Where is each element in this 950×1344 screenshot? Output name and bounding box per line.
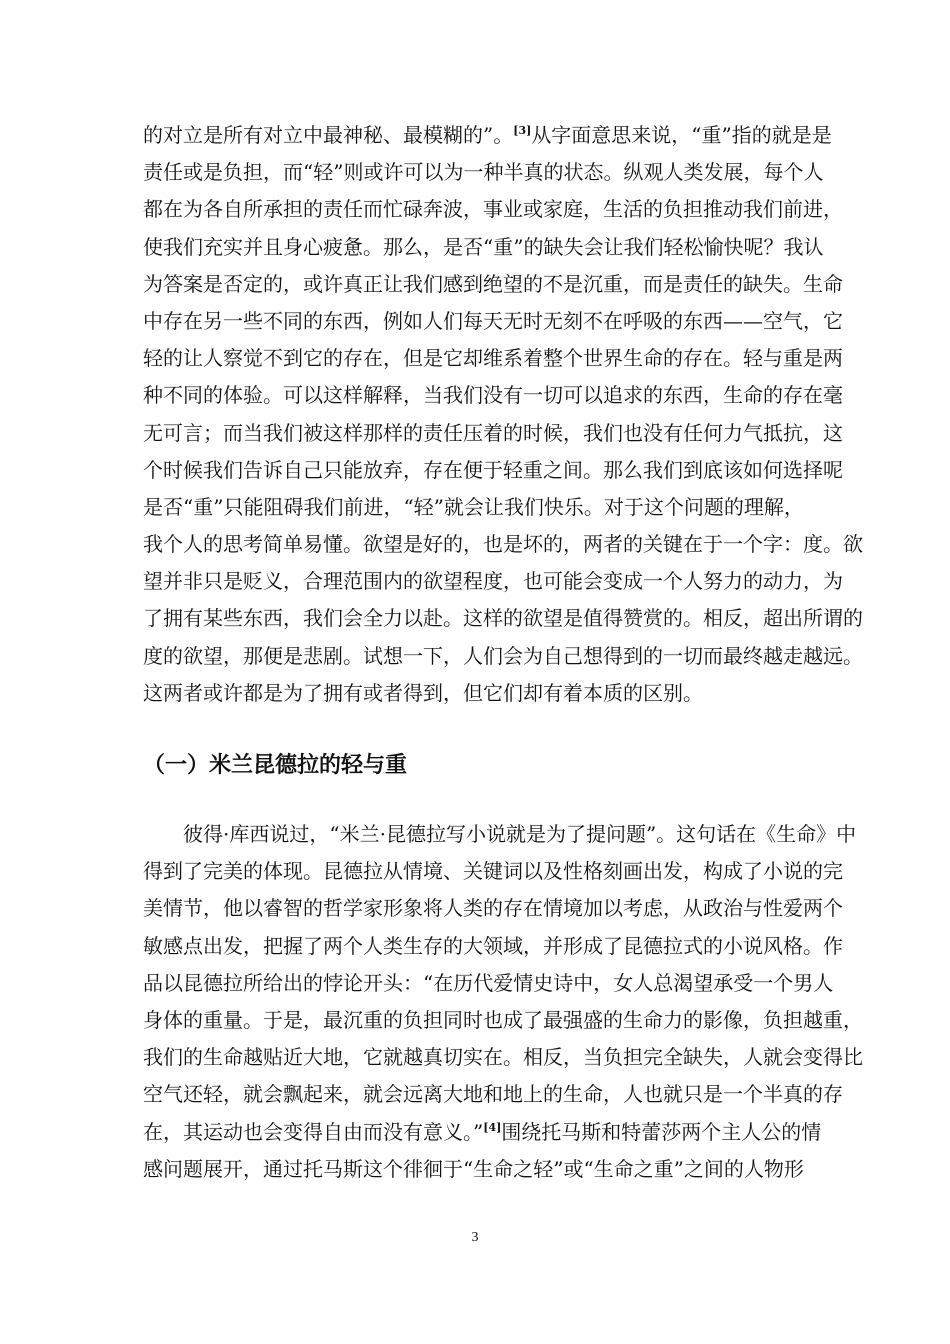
text-line: 个时候我们告诉自己只能放弃，存在便于轻重之间。那么我们到底该如何选择呢: [143, 457, 843, 482]
text-line: 在，其运动也会变得自由而没有意义。”[4]围绕托马斯和特蕾莎两个主人公的情: [143, 1119, 822, 1144]
body-paragraph-2: [143, 816, 863, 1188]
text-line: 身体的重量。于是，最沉重的负担同时也成了最强盛的生命力的影像，负担越重，: [143, 1007, 863, 1032]
text-line: 望并非只是贬义，合理范围内的欲望程度，也可能会变成一个人努力的动力，为: [143, 569, 843, 594]
text-line: 这两者或许都是为了拥有或者得到，但它们却有着本质的区别。: [143, 680, 703, 705]
text-line: 无可言；而当我们被这样那样的责任压着的时候，我们也没有任何力气抵抗，这: [143, 420, 843, 445]
page-number: 3: [471, 1230, 479, 1245]
text-line: 为答案是否定的，或许真正让我们感到绝望的不是沉重，而是责任的缺失。生命: [143, 271, 843, 296]
text-line: 敏感点出发，把握了两个人类生存的大领域，并形成了昆德拉式的小说风格。作: [143, 933, 843, 958]
text-line: 我们的生命越贴近大地，它就越真切实在。相反，当负担完全缺失，人就会变得比: [143, 1045, 863, 1070]
text-line: 我个人的思考简单易懂。欲望是好的，也是坏的，两者的关键在于一个字：度。欲: [143, 532, 863, 557]
text-line: 品以昆德拉所给出的悖论开头：“在历代爱情史诗中，女人总渴望承受一个男人: [143, 970, 834, 995]
text-line: 了拥有某些东西，我们会全力以赴。这样的欲望是值得赞赏的。相反，超出所谓的: [143, 606, 863, 631]
text-line: 的对立是所有对立中最神秘、最模糊的”。[3]从字面意思来说，“重”指的就是是: [143, 123, 832, 147]
citation-ref-4[interactable]: [4]: [483, 1120, 502, 1134]
text-line: 是否“重”只能阻碍我们前进，“轻”就会让我们快乐。对于这个问题的理解，: [143, 494, 804, 519]
text-line: 美情节，他以睿智的哲学家形象将人类的存在情境加以考虑，从政治与性爱两个: [143, 896, 843, 921]
text-line: 感问题展开，通过托马斯这个徘徊于“生命之轻”或“生命之重”之间的人物形: [143, 1156, 804, 1181]
text-line: 轻的让人察觉不到它的存在，但是它却维系着整个世界生命的存在。轻与重是两: [143, 346, 843, 371]
body-paragraph-1: [143, 117, 863, 712]
citation-ref-3[interactable]: [3]: [513, 124, 532, 137]
text-line: 得到了完美的体现。昆德拉从情境、关键词以及性格刻画出发，构成了小说的完: [143, 859, 843, 884]
text-line: 种不同的体验。可以这样解释，当我们没有一切可以追求的东西，生命的存在毫: [143, 383, 843, 408]
text-line: 使我们充实并且身心疲惫。那么，是否“重”的缺失会让我们轻松愉快呢？我认: [143, 234, 824, 259]
text-line: 中存在另一些不同的东西，例如人们每天无时无刻不在呼吸的东西——空气，它: [143, 308, 843, 333]
section-heading: （一）米兰昆德拉的轻与重: [143, 753, 408, 778]
text-line: 责任或是负担，而“轻”则或许可以为一种半真的状态。纵观人类发展，每个人: [143, 160, 824, 185]
text-line: 空气还轻，就会飘起来，就会远离大地和地上的生命，人也就只是一个半真的存: [143, 1082, 843, 1107]
text-line: 都在为各自所承担的责任而忙碌奔波，事业或家庭，生活的负担推动我们前进，: [143, 197, 843, 222]
text-line: 彼得·库西说过，“米兰·昆德拉写小说就是为了提问题”。这句话在《生命》中: [183, 822, 857, 846]
text-line: 度的欲望，那便是悲剧。试想一下，人们会为自己想得到的一切而最终越走越远。: [143, 643, 863, 668]
